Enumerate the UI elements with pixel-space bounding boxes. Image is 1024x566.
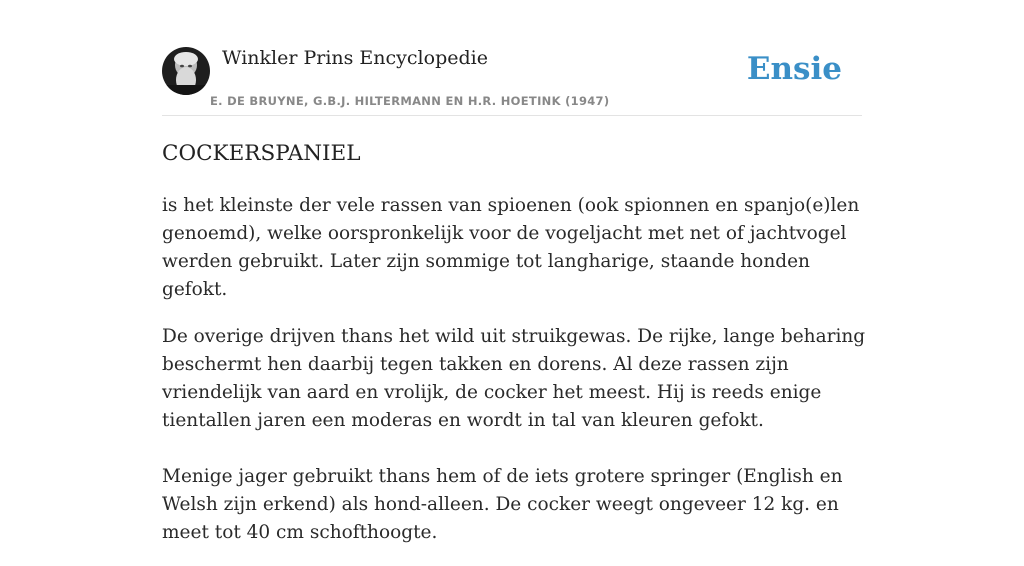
article-body [162,192,867,566]
encyclopedia-title[interactable]: Winkler Prins Encyclopedie [222,47,488,69]
article-paragraph: De overige drijven thans het wild uit struikgewas. De rijke, lange beharing beschermt hen daarbij tegen takken en dorens. Al deze rassen zijn vriendelijk van aard en vrolijk, de cocker het meest. Hij is reeds enige tientallen jaren een moderas en wordt in tal van kleuren gefokt. [162,326,866,431]
authors-line: E. DE BRUYNE, G.B.J. HILTERMANN EN H.R. HOETINK (1947) [210,94,610,108]
header [162,40,862,116]
author-avatar [162,47,210,95]
article-paragraph: Menige jager gebruikt thans hem of de iets grotere springer (English en Welsh zijn erkend) als hond-alleen. De cocker weegt ongeveer 12 kg. en meet tot 40 cm schofthoogte. [162,466,843,543]
ensie-logo[interactable]: Ensie [746,51,842,87]
article-headword: COCKERSPANIEL [162,141,361,166]
article-paragraph: is het kleinste der vele rassen van spioenen (ook spionnen en spanjo(e)len genoemd), welke oorspronkelijk voor de vogeljacht met net of jachtvogel werden gebruikt. Later zijn sommige tot langharige, staande honden gefokt. [162,195,860,300]
author-portrait-image [162,47,210,95]
